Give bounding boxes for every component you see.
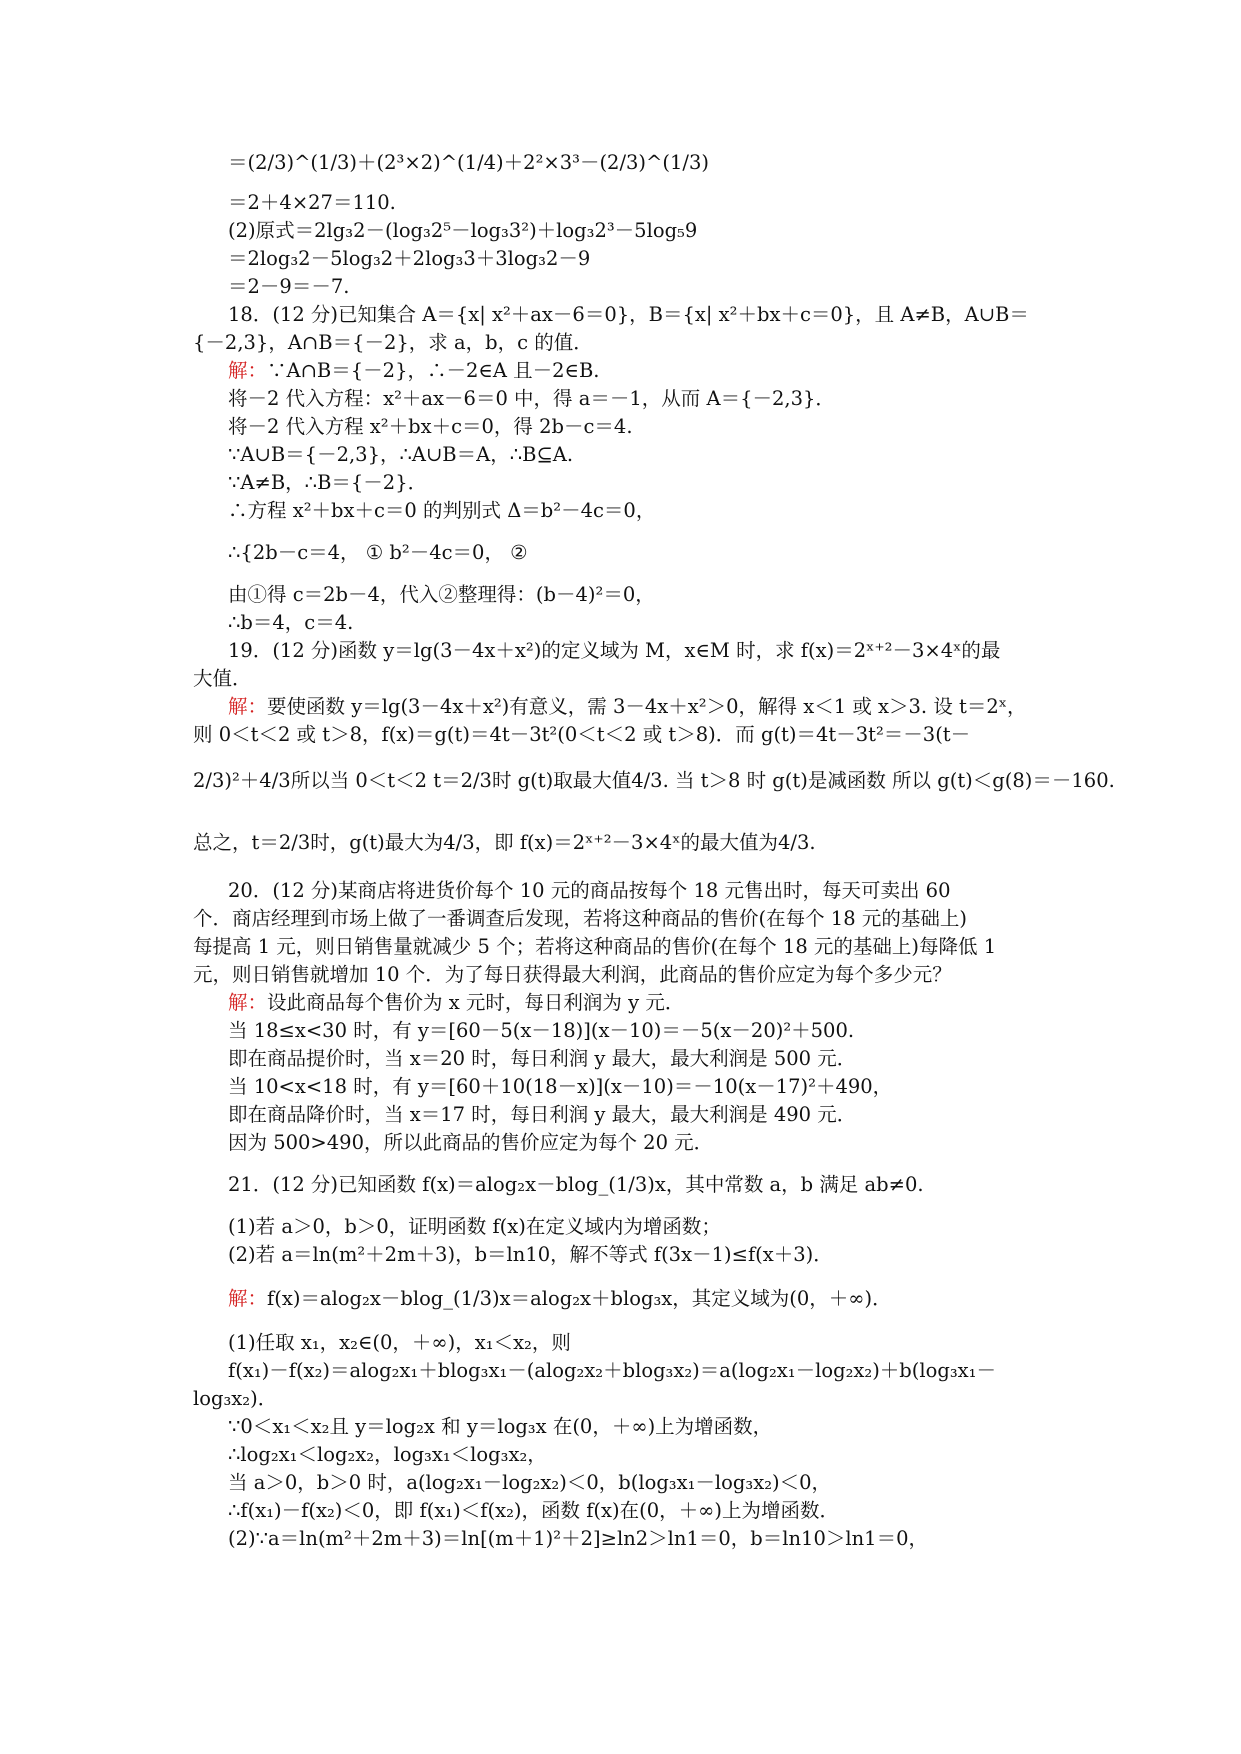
question-18: 18．(12 分)已知集合 A＝{x| x²＋ax－6＝0}，B＝{x| x²＋bx＋c＝0}，且 A≠B，A∪B＝: [228, 303, 1029, 326]
text-line: ∵A≠B，∴B＝{－2}．: [228, 471, 428, 494]
text-line: log₃x₂)．: [193, 1387, 278, 1410]
text-line: {－2,3}，A∩B＝{－2}，求 a，b，c 的值．: [193, 331, 593, 354]
text-line: 当 a＞0，b＞0 时，a(log₂x₁－log₂x₂)＜0，b(log₃x₁－log₃x₂)＜0，: [228, 1471, 832, 1494]
text-line: 即在商品降价时，当 x＝17 时，每日利润 y 最大，最大利润是 490 元．: [228, 1103, 857, 1126]
solution-label: 解：: [228, 1287, 268, 1310]
text-line: (1)任取 x₁，x₂∈(0，＋∞)，x₁＜x₂，则: [228, 1331, 571, 1354]
solution-line: 解：f(x)＝alog₂x－blog_(1/3)x＝alog₂x＋blog₃x，其定义域为(0，＋∞)．: [228, 1287, 892, 1310]
text-line: ∴log₂x₁＜log₂x₂，log₃x₁＜log₃x₂，: [228, 1443, 547, 1466]
text-line: 由①得 c＝2b－4，代入②整理得：(b－4)²＝0，: [228, 583, 655, 606]
solution-line: 解：要使函数 y＝lg(3－4x＋x²)有意义，需 3－4x＋x²＞0，解得 x＜1 或 x＞3. 设 t＝2ˣ，: [228, 695, 1027, 718]
text-line: 个．商店经理到市场上做了一番调查后发现，若将这种商品的售价(在每个 18 元的基础上): [193, 907, 967, 930]
text-line: 大值．: [193, 667, 252, 690]
solution-line: 解：设此商品每个售价为 x 元时，每日利润为 y 元．: [228, 991, 685, 1014]
question-20: 20．(12 分)某商店将进货价每个 10 元的商品按每个 18 元售出时，每天可卖出 60: [228, 879, 951, 902]
text-line: ∵A∪B＝{－2,3}，∴A∪B＝A，∴B⊆A.: [228, 443, 574, 466]
question-19: 19．(12 分)函数 y＝lg(3－4x＋x²)的定义域为 M，x∈M 时，求 f(x)＝2ˣ⁺²－3×4ˣ的最: [228, 639, 1001, 662]
text-line: (1)若 a＞0，b＞0，证明函数 f(x)在定义域内为增函数；: [228, 1215, 721, 1238]
text-line: ＝2－9＝－7.: [228, 275, 350, 298]
text-line: ＝2log₃2－5log₃2＋2log₃3＋3log₃2－9: [228, 247, 591, 270]
text-line: 当 10<x<18 时，有 y＝[60＋10(18－x)](x－10)＝－10(x－17)²＋490，: [228, 1075, 893, 1098]
text-line: 因为 500>490，所以此商品的售价应定为每个 20 元．: [228, 1131, 714, 1154]
text-line: (2)∵a＝ln(m²＋2m＋3)＝ln[(m＋1)²＋2]≥ln2＞ln1＝0，b＝ln10＞ln1＝0，: [228, 1527, 928, 1550]
text-line: (2)若 a＝ln(m²＋2m＋3)，b＝ln10，解不等式 f(3x－1)≤f(x＋3)．: [228, 1243, 833, 1266]
text-line: 即在商品提价时，当 x＝20 时，每日利润 y 最大，最大利润是 500 元．: [228, 1047, 857, 1070]
text-line: ∴b＝4，c＝4.: [228, 611, 354, 634]
text-line: 元，则日销售就增加 10 个．为了每日获得最大利润，此商品的售价应定为每个多少元？: [193, 963, 952, 986]
solution-label: 解：: [228, 991, 268, 1014]
solution-line: 解：∵A∩B＝{－2}，∴－2∈A 且－2∈B.: [228, 359, 600, 382]
question-21: 21．(12 分)已知函数 f(x)＝alog₂x－blog_(1/3)x，其中常数 a，b 满足 ab≠0.: [228, 1173, 924, 1196]
text-line: 则 0＜t＜2 或 t＞8，f(x)＝g(t)＝4t－3t²(0＜t＜2 或 t＞8)．而 g(t)＝4t－3t²＝－3(t－: [193, 723, 971, 746]
text-line: f(x₁)－f(x₂)＝alog₂x₁＋blog₃x₁－(alog₂x₂＋blog₃x₂)＝a(log₂x₁－log₂x₂)＋b(log₃x₁－: [228, 1359, 996, 1382]
text-line: ∴方程 x²＋bx＋c＝0 的判别式 Δ＝b²－4c＝0，: [228, 499, 656, 522]
text-line: ∵0＜x₁＜x₂且 y＝log₂x 和 y＝log₃x 在(0，＋∞)上为增函数，: [228, 1415, 773, 1438]
text-line: ＝(2/3)^(1/3)＋(2³×2)^(1/4)＋2²×3³－(2/3)^(1/3): [228, 151, 709, 174]
text-line: 将－2 代入方程 x²＋bx＋c＝0，得 2b－c＝4.: [228, 415, 633, 438]
text-line: 当 18≤x<30 时，有 y＝[60－5(x－18)](x－10)＝－5(x－20)²＋500.: [228, 1019, 855, 1042]
text-line: 2/3)²＋4/3所以当 0＜t＜2 t＝2/3时 g(t)取最大值4/3. 当 t＞8 时 g(t)是减函数 所以 g(t)＜g(8)＝－160.: [193, 769, 1115, 792]
text-line: ＝2＋4×27＝110.: [228, 191, 396, 214]
solution-label: 解：: [228, 695, 268, 718]
equation-system: ∴{2b－c＝4， ① b²－4c＝0， ②: [228, 541, 528, 564]
text-line: 每提高 1 元，则日销售量就减少 5 个；若将这种商品的售价(在每个 18 元的基础上)每降低 1: [193, 935, 997, 958]
text-line: 总之，t＝2/3时，g(t)最大为4/3，即 f(x)＝2ˣ⁺²－3×4ˣ的最大值为4/3.: [193, 831, 816, 854]
solution-label: 解：: [228, 359, 268, 382]
text-line: 将－2 代入方程：x²＋ax－6＝0 中，得 a＝－1，从而 A＝{－2,3}．: [228, 387, 835, 410]
text-line: (2)原式＝2lg₃2－(log₃2⁵－log₃3²)＋log₃2³－5log₅9: [228, 219, 698, 242]
text-line: ∴f(x₁)－f(x₂)＜0，即 f(x₁)＜f(x₂)，函数 f(x)在(0，＋∞)上为增函数．: [228, 1499, 839, 1522]
